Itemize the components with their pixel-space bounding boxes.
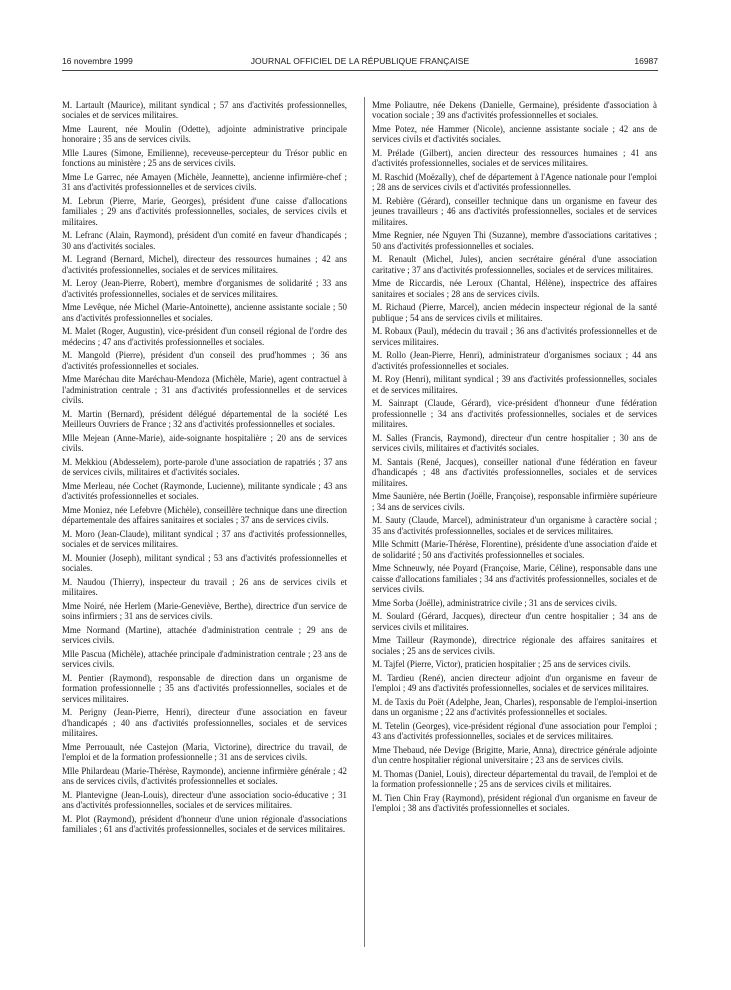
decree-entry xyxy=(372,196,657,227)
decree-entry xyxy=(62,553,347,574)
decree-entry-text: Mme Noiré, née Herlem (Marie-Geneviève, Berthe), directrice d'un service de soins infirmiers ; 31 ans de services civils. xyxy=(62,600,347,622)
decree-entry-text: M. Tajfel (Pierre, Victor), praticien hospitalier ; 25 ans de services civils. xyxy=(372,659,631,670)
decree-entry-text: M. Lartault (Maurice), militant syndical ; 57 ans d'activités professionnelles, sociales et de services militaires. xyxy=(62,100,347,121)
decree-entry-text: M. Malet (Roger, Augustin), vice-président d'un conseil régional de l'ordre des médecins ; 47 ans d'activités professionnelles et sociales. xyxy=(62,326,347,347)
decree-entry-text: M. Lebrun (Pierre, Marie, Georges), président d'une caisse d'allocations familiales ; 29 ans d'activités professionnelles, sociales, de services civils et militaires. xyxy=(62,196,347,227)
decree-entry xyxy=(62,148,347,169)
decree-entry xyxy=(372,659,657,669)
decree-entry xyxy=(62,673,347,704)
decree-entry xyxy=(62,278,347,299)
decree-entry xyxy=(62,577,347,598)
decree-entry-text: Mlle Mejean (Anne-Marie), aide-soignante hospitalière ; 20 ans de services civils. xyxy=(62,432,347,454)
decree-entry xyxy=(372,515,657,536)
decree-entry xyxy=(372,374,657,395)
decree-entry xyxy=(372,635,657,656)
decree-entry xyxy=(372,673,657,694)
decree-entry-text: Mlle Pascua (Michèle), attachée principale d'administration centrale ; 23 ans de services civils. xyxy=(62,648,347,670)
decree-entry xyxy=(62,505,347,526)
decree-entry xyxy=(372,254,657,275)
decree-entry xyxy=(372,278,657,299)
decree-entry xyxy=(62,124,347,145)
decree-entry xyxy=(62,100,347,121)
decree-entry xyxy=(372,302,657,323)
header-title: JOURNAL OFFICIEL DE LA RÉPUBLIQUE FRANÇAISE xyxy=(250,56,470,66)
decree-entry xyxy=(62,457,347,478)
decree-entry xyxy=(62,350,347,371)
decree-entry xyxy=(62,196,347,227)
decree-entry-text: M. Roy (Henri), militant syndical ; 39 ans d'activités professionnelles, sociales et de services militaires. xyxy=(372,374,657,395)
decree-entry xyxy=(62,374,347,405)
decree-entry xyxy=(62,326,347,347)
decree-entry xyxy=(372,433,657,454)
decree-entry-text: M. Mangold (Pierre), président d'un conseil des prud'hommes ; 36 ans d'activités professionnelles et sociales. xyxy=(62,350,347,371)
decree-entry xyxy=(372,100,657,121)
decree-entry xyxy=(62,707,347,738)
decree-entry-text: M. Raschid (Moëzally), chef de département à l'Agence nationale pour l'emploi ; 28 ans de services civils et d'activités professionnelles. xyxy=(372,172,657,193)
decree-entry-text: M. Mekkiou (Abdesselem), porte-parole d'une association de rapatriés ; 37 ans de services civils, militaires et d'activités sociales. xyxy=(62,456,347,478)
decree-entry xyxy=(372,148,657,169)
decree-entry-text: M. Robaux (Paul), médecin du travail ; 36 ans d'activités professionnelles et de services militaires. xyxy=(372,326,657,347)
decree-entry xyxy=(372,172,657,193)
header-date: 16 novembre 1999 xyxy=(62,56,133,66)
decree-entry-text: Mme Regnier, née Nguyen Thi (Suzanne), membre d'associations caritatives ; 50 ans d'activités professionnelles et sociales. xyxy=(372,230,657,251)
decree-entry-text: M. Legrand (Bernard, Michel), directeur des ressources humaines ; 42 ans d'activités professionnelles, sociales et de services militaires. xyxy=(62,254,347,275)
decree-entry xyxy=(62,481,347,502)
decree-entry xyxy=(62,172,347,193)
decree-entry-text: M. Tardieu (René), ancien directeur adjoint d'un organisme en faveur de l'emploi ; 49 ans d'activités professionnelles, sociales et de services militaires. xyxy=(372,672,657,694)
decree-entry-text: Mme Sorba (Joëlle), administratrice civile ; 31 ans de services civils. xyxy=(372,597,617,608)
decree-entry xyxy=(372,326,657,347)
decree-entry-text: M. Thomas (Daniel, Louis), directeur départemental du travail, de l'emploi et de la formation professionnelle ; 25 ans de services civils et militaires. xyxy=(372,768,657,790)
decree-entry xyxy=(372,491,657,512)
decree-entry-text: M. Sainrapt (Claude, Gérard), vice-président d'honneur d'une fédération professionnelle ; 34 ans d'activités professionnelles, sociales et de services militaires. xyxy=(372,398,657,430)
decree-entry-text: M. Rollo (Jean-Pierre, Henri), administrateur d'organismes sociaux ; 44 ans d'activités professionnelles et sociales. xyxy=(372,350,657,371)
decree-entry xyxy=(372,769,657,790)
decree-entry-text: Mme Thebaud, née Devige (Brigitte, Marie, Anna), directrice générale adjointe d'un centre hospitalier régional universitaire ; 23 ans de services civils. xyxy=(372,744,657,766)
decree-entry xyxy=(62,302,347,323)
decree-entry-text: M. Sauty (Claude, Marcel), administrateur d'un organisme à caractère social ; 35 ans d'activités professionnelles, sociales et de services militaires. xyxy=(372,515,657,536)
decree-entry-text: M. Leroy (Jean-Pierre, Robert), membre d'organismes de solidarité ; 33 ans d'activités professionnelles, sociales et de services militaires. xyxy=(62,278,347,299)
decree-entry-text: M. Lefranc (Alain, Raymond), président d'un comité en faveur d'handicapés ; 30 ans d'activités sociales. xyxy=(62,230,347,251)
decree-entry-text: M. Moro (Jean-Claude), militant syndical ; 37 ans d'activités professionnelles, sociales et de services militaires. xyxy=(62,528,347,550)
decree-entry-text: Mme Le Garrec, née Amayen (Michèle, Jeannette), ancienne infirmière-chef ; 31 ans d'activités professionnelles et de services civils. xyxy=(62,172,347,193)
decree-entry-text: M. Naudou (Thierry), inspecteur du travail ; 26 ans de services civils et militaires. xyxy=(62,576,347,598)
decree-entry-text: M. Tetelin (Georges), vice-président régional d'une association pour l'emploi ; 43 ans d'activités professionnelles, sociales et de services militaires. xyxy=(372,720,657,742)
decree-entry-text: M. Renault (Michel, Jules), ancien secrétaire général d'une association caritative ; 37 ans d'activités professionnelles, sociales et de services militaires. xyxy=(372,254,657,275)
decree-entry-text: M. Martin (Bernard), président délégué départemental de la société Les Meilleurs Ouvriers de France ; 32 ans d'activités professionnelles et sociales. xyxy=(62,408,347,430)
decree-entry xyxy=(62,601,347,622)
decree-entry-text: Mme Levêque, née Michel (Marie-Antoinette), ancienne assistante sociale ; 50 ans d'activités professionnelles et sociales. xyxy=(62,302,347,323)
decree-entry-text: Mme Schneuwly, née Poyard (Françoise, Marie, Céline), responsable dans une caisse d'allocations familiales ; 34 ans d'activités professionnelles, sociales et de services civils. xyxy=(372,563,657,595)
decree-entry-text: M. Prélade (Gilbert), ancien directeur des ressources humaines ; 41 ans d'activités professionnelles, sociales et de services militaires. xyxy=(372,148,657,169)
decree-entry xyxy=(372,721,657,742)
decree-entry xyxy=(372,457,657,488)
decree-entry xyxy=(372,563,657,594)
decree-entry xyxy=(372,611,657,632)
decree-entry-text: M. Plot (Raymond), président d'honneur d'une union régionale d'associations familiales ; 61 ans d'activités professionnelles, sociales et de services militaires. xyxy=(62,813,347,835)
decree-entry-text: M. de Taxis du Poët (Adelphe, Jean, Charles), responsable de l'emploi-insertion dans un organisme ; 22 ans d'activités professionnelles et sociales. xyxy=(372,696,657,718)
decree-entry-text: M. Soulard (Gérard, Jacques), directeur d'un centre hospitalier ; 34 ans de services civils et militaires. xyxy=(372,611,657,632)
decree-entry xyxy=(372,598,657,608)
decree-entry-text: M. Santais (René, Jacques), conseiller national d'une fédération en faveur d'handicapés ; 48 ans d'activités professionnelles, sociales et de services militaires. xyxy=(372,456,657,488)
column-divider xyxy=(364,97,365,947)
decree-entry-text: Mme Moniez, née Lefebvre (Michèle), conseillère technique dans une direction départementale des affaires sanitaires et sociales ; 37 ans de services civils. xyxy=(62,504,347,526)
decree-entry xyxy=(62,433,347,454)
decree-entry xyxy=(62,230,347,251)
decree-entry-text: Mme Potez, née Hammer (Nicole), ancienne assistante sociale ; 42 ans de services civils et d'activités sociales. xyxy=(372,124,657,145)
decree-entry xyxy=(62,790,347,811)
decree-entry-text: Mme Merleau, née Cochet (Raymonde, Lucienne), militante syndicale ; 43 ans d'activités professionnelles et sociales. xyxy=(62,480,347,502)
decree-entry xyxy=(62,742,347,763)
page-header xyxy=(62,56,658,70)
page-number: 16987 xyxy=(634,56,658,66)
decree-entry-text: M. Pentier (Raymond), responsable de direction dans un organisme de formation professionnelle ; 35 ans d'activités professionnelles, sociales et de services militaires. xyxy=(62,672,347,704)
decree-entry xyxy=(372,793,657,814)
decree-entry-text: Mme Saunière, née Bertin (Joëlle, Françoise), responsable infirmière supérieure ; 34 ans de services civils. xyxy=(372,491,657,512)
decree-entry-text: Mme de Riccardis, née Leroux (Chantal, Hélène), inspectrice des affaires sanitaires et sociales ; 28 ans de services civils. xyxy=(372,278,657,299)
header-rule xyxy=(62,70,658,71)
decree-entry-text: M. Richaud (Pierre, Marcel), ancien médecin inspecteur régional de la santé publique ; 54 ans de services civils et militaires. xyxy=(372,302,657,323)
decree-entry-text: Mme Poliautre, née Dekens (Danielle, Germaine), présidente d'association à vocation sociale ; 39 ans d'activités professionnelles et sociales. xyxy=(372,100,657,121)
decree-entry xyxy=(372,398,657,429)
decree-entry-text: M. Tien Chin Fray (Raymond), président régional d'un organisme en faveur de l'emploi ; 38 ans d'activités professionnelles et sociales. xyxy=(372,792,657,814)
decree-entry xyxy=(62,649,347,670)
decree-entry-text: Mme Perrouault, née Castejon (Maria, Victorine), directrice du travail, de l'emploi et de la formation professionnelle ; 31 ans de services civils. xyxy=(62,741,347,763)
decree-entry-text: M. Plantevigne (Jean-Louis), directeur d'une association socio-éducative ; 31 ans d'activités professionnelles, sociales et de services militaires. xyxy=(62,789,347,811)
decree-entry xyxy=(62,254,347,275)
decree-entry xyxy=(372,697,657,718)
decree-entry-text: Mme Tailleur (Raymonde), directrice régionale des affaires sanitaires et sociales ; 25 ans de services civils. xyxy=(372,635,657,656)
decree-entry-text: Mlle Schmitt (Marie-Thérèse, Florentine), présidente d'une association d'aide et de solidarité ; 50 ans d'activités professionnelles et sociales. xyxy=(372,539,657,560)
decree-entry-text: M. Perigny (Jean-Pierre, Henri), directeur d'une association en faveur d'handicapés ; 40 ans d'activités professionnelles, sociales et de services militaires. xyxy=(62,707,347,739)
decree-entry xyxy=(62,409,347,430)
decree-entry xyxy=(62,529,347,550)
left-column xyxy=(62,100,347,838)
decree-entry xyxy=(372,230,657,251)
decree-entry-text: M. Rebière (Gérard), conseiller technique dans un organisme en faveur des jeunes travailleurs ; 46 ans d'activités professionnelles, sociales et de services militaires. xyxy=(372,196,657,227)
decree-entry xyxy=(62,814,347,835)
decree-entry xyxy=(62,766,347,787)
decree-entry-text: Mme Normand (Martine), attachée d'administration centrale ; 29 ans de services civils. xyxy=(62,624,347,646)
decree-entry xyxy=(372,350,657,371)
decree-entry-text: Mlle Philardeau (Marie-Thérèse, Raymonde), ancienne infirmière générale ; 42 ans de services civils, d'activités professionnelles et sociales. xyxy=(62,765,347,787)
decree-entry-text: Mme Laurent, née Moulin (Odette), adjointe administrative principale honoraire ; 35 ans de services civils. xyxy=(62,124,347,145)
decree-entry xyxy=(372,539,657,560)
decree-entry-text: M. Salles (Francis, Raymond), directeur d'un centre hospitalier ; 30 ans de services civils, militaires et d'activités sociales. xyxy=(372,432,657,454)
decree-entry xyxy=(372,745,657,766)
decree-entry-text: M. Mounier (Joseph), militant syndical ; 53 ans d'activités professionnelles et sociales. xyxy=(62,552,347,574)
decree-entry-text: Mme Maréchau dite Maréchau-Mendoza (Michèle, Marie), agent contractuel à l'administration centrale ; 31 ans d'activités professionnelles et de services civils. xyxy=(62,374,347,406)
decree-entry xyxy=(62,625,347,646)
decree-entry xyxy=(372,124,657,145)
right-column xyxy=(372,100,657,817)
decree-entry-text: Mlle Laures (Simone, Emilienne), receveuse-percepteur du Trésor public en fonctions au ministère ; 25 ans de services civils. xyxy=(62,148,347,169)
